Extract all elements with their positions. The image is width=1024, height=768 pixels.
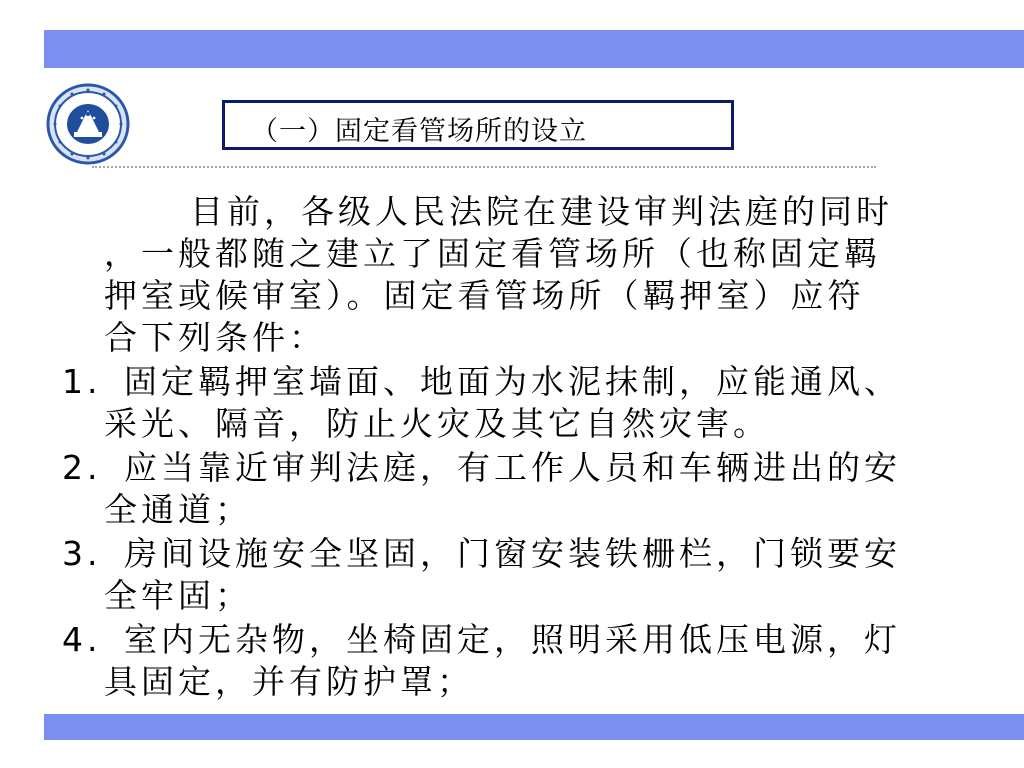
list-item-marker: 1. <box>62 362 102 401</box>
intro-line: 合下列条件： <box>104 318 326 357</box>
list-item-marker: 2. <box>62 448 102 487</box>
list-item-text: 具固定，并有防护罩； <box>104 662 474 701</box>
intro-line: 押室或候审室）。固定看管场所（羁押室）应符 <box>104 276 865 315</box>
list-item-text: 全通道； <box>104 490 252 529</box>
page-title: （一）固定看管场所的设立 <box>251 116 587 147</box>
list-item-text: 采光、隔音，防止火灾及其它自然灾害。 <box>104 404 770 443</box>
list-item-marker: 3. <box>62 534 102 573</box>
list-item-text: 应当靠近审判法庭，有工作人员和车辆进出的安 <box>124 448 901 487</box>
bottom-decorative-band <box>44 714 1024 740</box>
intro-line: 目前，各级人民法院在建设审判法庭的同时 <box>190 192 893 231</box>
list-item-text: 全牢固； <box>104 576 252 615</box>
list-item-text: 固定羁押室墙面、地面为水泥抹制，应能通风、 <box>124 362 901 401</box>
intro-line: ，一般都随之建立了固定看管场所（也称固定羁 <box>104 234 881 273</box>
list-item-marker: 4. <box>62 620 102 659</box>
list-item-text: 室内无杂物，坐椅固定，照明采用低压电源，灯 <box>124 620 901 659</box>
list-item-text: 房间设施安全坚固，门窗安装铁栅栏，门锁要安 <box>124 534 901 573</box>
